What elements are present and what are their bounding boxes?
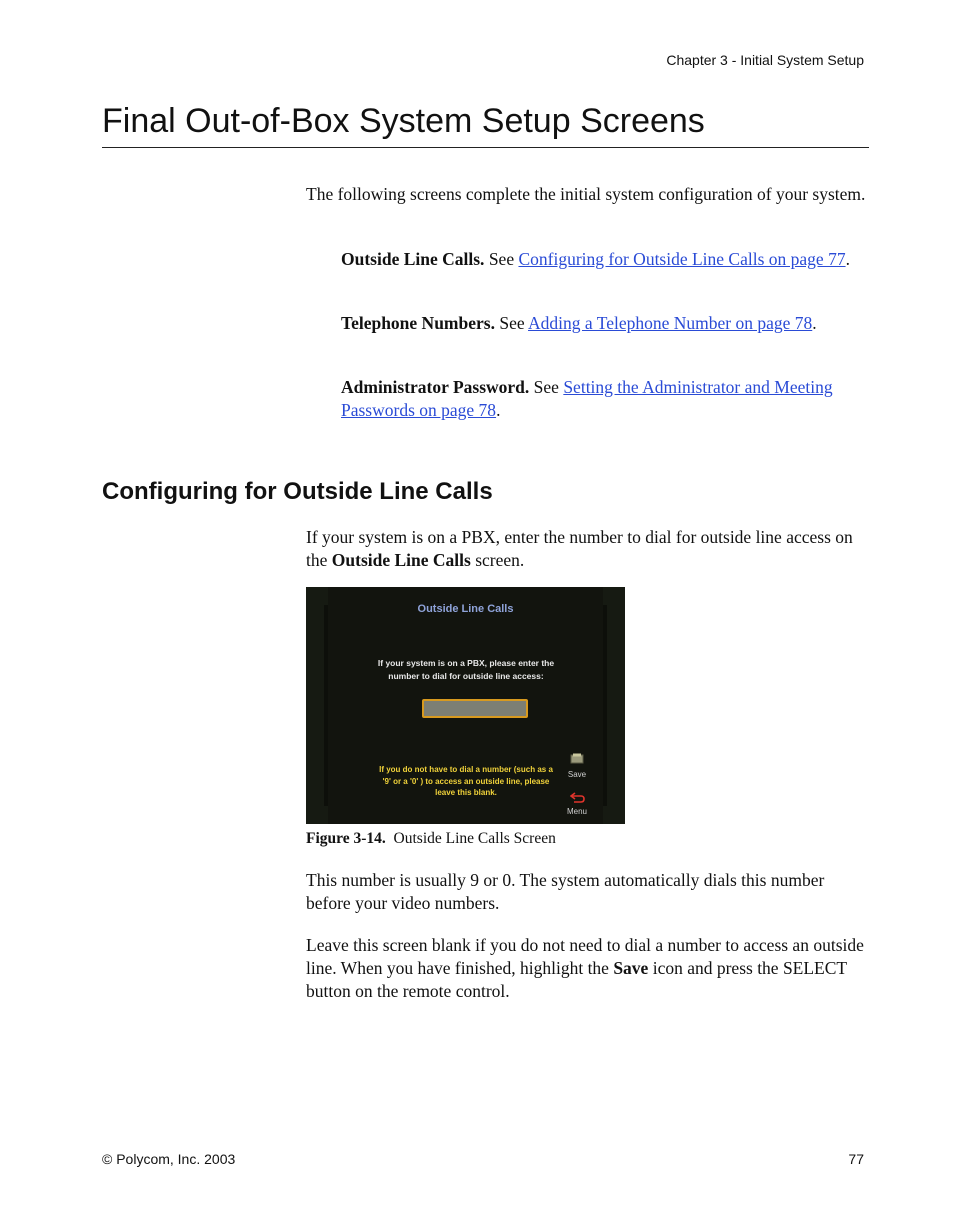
item-label: Outside Line Calls. bbox=[341, 249, 485, 269]
para-pbx-text: If your system is on a PBX, enter the number to dial for outside line access on the bbox=[306, 527, 853, 570]
figure-caption bbox=[306, 830, 556, 848]
list-item-admin-password bbox=[341, 376, 869, 422]
item-label: Telephone Numbers. bbox=[341, 313, 495, 333]
para-leave-blank-bold: Save bbox=[613, 958, 649, 978]
para-pbx-after: screen. bbox=[470, 550, 525, 570]
link-outside-line-calls[interactable]: Configuring for Outside Line Calls on page 77 bbox=[518, 249, 846, 269]
para-leave-blank-after: icon and press the SELECT button on the remote control. bbox=[306, 958, 847, 1001]
save-icon[interactable] bbox=[570, 753, 584, 764]
save-label: Save bbox=[567, 770, 587, 779]
menu-back-icon[interactable] bbox=[570, 791, 586, 803]
para-pbx bbox=[306, 526, 868, 572]
item-see: See bbox=[529, 377, 564, 397]
page-title: Final Out-of-Box System Setup Screens bbox=[102, 102, 869, 148]
para-number-usage bbox=[306, 869, 868, 915]
para-pbx-bold: Outside Line Calls bbox=[331, 550, 471, 570]
item-end: . bbox=[845, 249, 850, 269]
para-leave-blank bbox=[306, 934, 868, 1003]
item-see: See bbox=[494, 313, 529, 333]
figure-text: Outside Line Calls Screen bbox=[385, 830, 556, 847]
section-heading: Configuring for Outside Line Calls bbox=[102, 478, 493, 505]
screen-note: If you do not have to dial a number (such as a '9' or a '0' ) to access an outside line, please leave this blank. bbox=[379, 765, 553, 797]
figure-number: Figure 3-14. bbox=[306, 830, 386, 847]
outside-line-calls-screenshot bbox=[306, 587, 625, 824]
item-end: . bbox=[496, 400, 501, 420]
intro-text: The following screens complete the initial system configuration of your system. bbox=[306, 184, 866, 204]
intro-paragraph bbox=[306, 183, 868, 206]
screen-title: Outside Line Calls bbox=[417, 603, 514, 615]
menu-label: Menu bbox=[566, 807, 587, 816]
link-admin-password[interactable]: Setting the Administrator and Meeting Passwords on page 78 bbox=[341, 377, 833, 420]
list-item-outside-line bbox=[341, 248, 869, 271]
screen-prompt: If your system is on a PBX, please enter the number to dial for outside line access: bbox=[377, 658, 555, 681]
link-telephone-number[interactable]: Adding a Telephone Number on page 78 bbox=[528, 313, 813, 333]
item-label: Administrator Password. bbox=[341, 377, 530, 397]
para-number-usage-text: This number is usually 9 or 0. The system automatically dials this number before your video numbers. bbox=[306, 870, 825, 913]
para-leave-blank-text: Leave this screen blank if you do not need to dial a number to access an outside line. When you have finished, highlight the bbox=[306, 935, 864, 978]
outside-line-number-field[interactable] bbox=[422, 699, 528, 718]
item-see: See bbox=[484, 249, 519, 269]
running-head: Chapter 3 - Initial System Setup bbox=[666, 52, 864, 68]
page-number: 77 bbox=[848, 1151, 864, 1167]
footer-copyright: © Polycom, Inc. 2003 bbox=[102, 1151, 236, 1167]
item-end: . bbox=[812, 313, 817, 333]
list-item-telephone-numbers bbox=[341, 312, 869, 335]
